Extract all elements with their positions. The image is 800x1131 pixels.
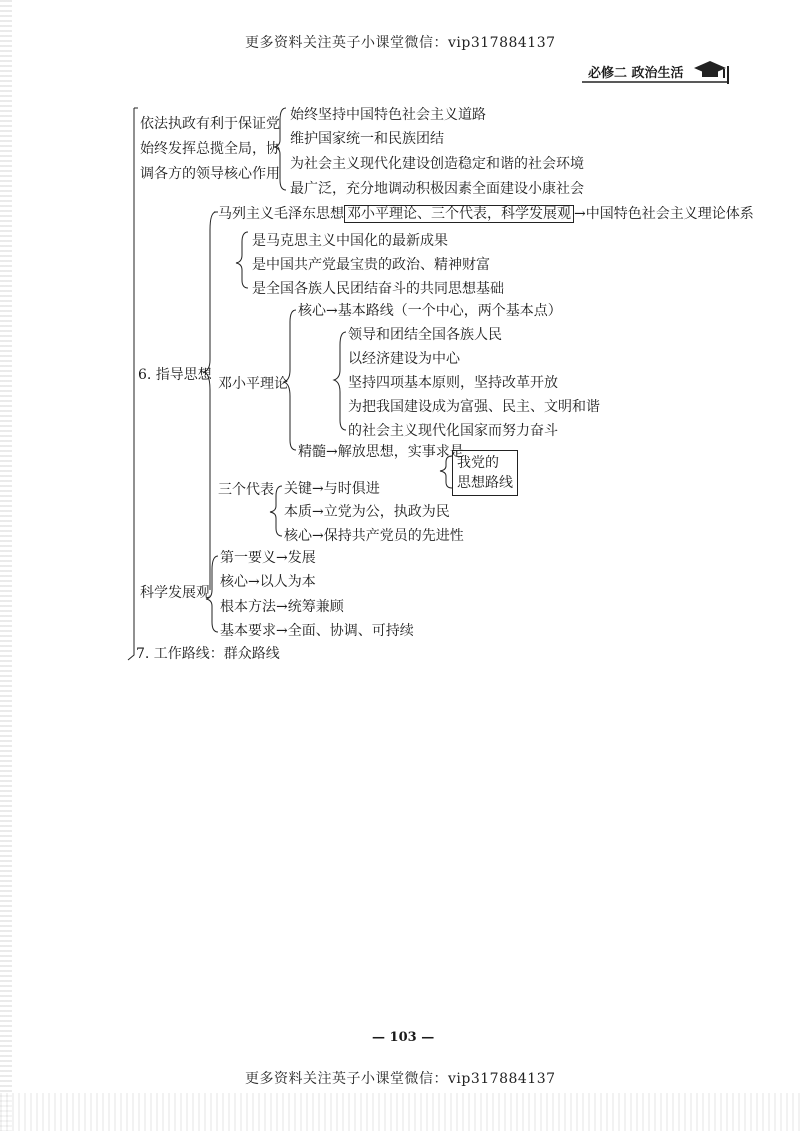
scientific-outlook-item: 核心→以人为本	[220, 574, 316, 590]
party-role-label	[140, 112, 280, 187]
theory-boxed: 邓小平理论、三个代表，科学发展观	[344, 205, 574, 223]
theory-feature: 是马克思主义中国化的最新成果	[252, 233, 448, 249]
theory-result: 中国特色社会主义理论体系	[585, 206, 754, 222]
basic-line-item: 的社会主义现代化国家而努力奋斗	[348, 423, 558, 439]
three-represents-item: 核心→保持共产党员的先进性	[284, 528, 464, 544]
work-line: 7. 工作路线：群众路线	[136, 646, 280, 662]
theory-system-line	[218, 205, 754, 223]
deng-essence: 精髓→解放思想，实事求是	[298, 444, 464, 460]
three-represents-item: 本质→立党为公，执政为民	[284, 504, 450, 520]
scan-edge-left	[0, 0, 12, 1131]
party-role-item: 维护国家统一和民族团结	[290, 131, 444, 147]
guiding-thought-label: 6. 指导思想	[138, 367, 212, 383]
theory-intro: 马列主义毛泽东思想	[218, 206, 344, 222]
page-header-title: 必修二 政治生活	[588, 66, 684, 81]
ideology-line-box	[452, 450, 518, 496]
watermark-top: 更多资料关注英子小课堂微信：vip317884137	[245, 35, 556, 51]
basic-line-item: 坚持四项基本原则，坚持改革开放	[348, 375, 558, 391]
basic-line-item: 领导和团结全国各族人民	[348, 327, 502, 343]
basic-line-item: 以经济建设为中心	[348, 351, 460, 367]
theory-feature: 是全国各族人民团结奋斗的共同思想基础	[252, 281, 504, 297]
page-number: — 103 —	[372, 1030, 435, 1045]
scientific-outlook-item: 基本要求→全面、协调、可持续	[220, 623, 414, 639]
three-represents-label: 三个代表	[218, 482, 274, 498]
deng-label: 邓小平理论	[218, 376, 288, 392]
scientific-outlook-item: 第一要义→发展	[220, 550, 316, 566]
party-role-item: 最广泛，充分地调动积极因素全面建设小康社会	[290, 181, 584, 197]
deng-core: 核心→基本路线（一个中心，两个基本点）	[298, 303, 562, 319]
scientific-outlook-item: 根本方法→统筹兼顾	[220, 599, 344, 615]
ideology-box-line: 思想路线	[457, 475, 513, 491]
theory-feature: 是中国共产党最宝贵的政治、精神财富	[252, 257, 490, 273]
arrow: →	[574, 206, 586, 222]
scan-edge-bottom	[0, 1093, 800, 1131]
party-role-label-line: 调各方的领导核心作用	[140, 166, 280, 182]
ideology-box-line: 我党的	[457, 455, 499, 471]
scientific-outlook-label: 科学发展观	[140, 585, 210, 601]
watermark-bottom: 更多资料关注英子小课堂微信：vip317884137	[245, 1071, 556, 1087]
party-role-item: 为社会主义现代化建设创造稳定和谐的社会环境	[290, 156, 584, 172]
three-represents-item: 关键→与时俱进	[284, 481, 380, 497]
basic-line-item: 为把我国建设成为富强、民主、文明和谐	[348, 399, 600, 415]
party-role-label-line: 依法执政有利于保证党	[140, 116, 280, 132]
graduation-cap-icon	[692, 58, 728, 86]
party-role-label-line: 始终发挥总揽全局，协	[140, 141, 280, 157]
party-role-item: 始终坚持中国特色社会主义道路	[290, 107, 486, 123]
